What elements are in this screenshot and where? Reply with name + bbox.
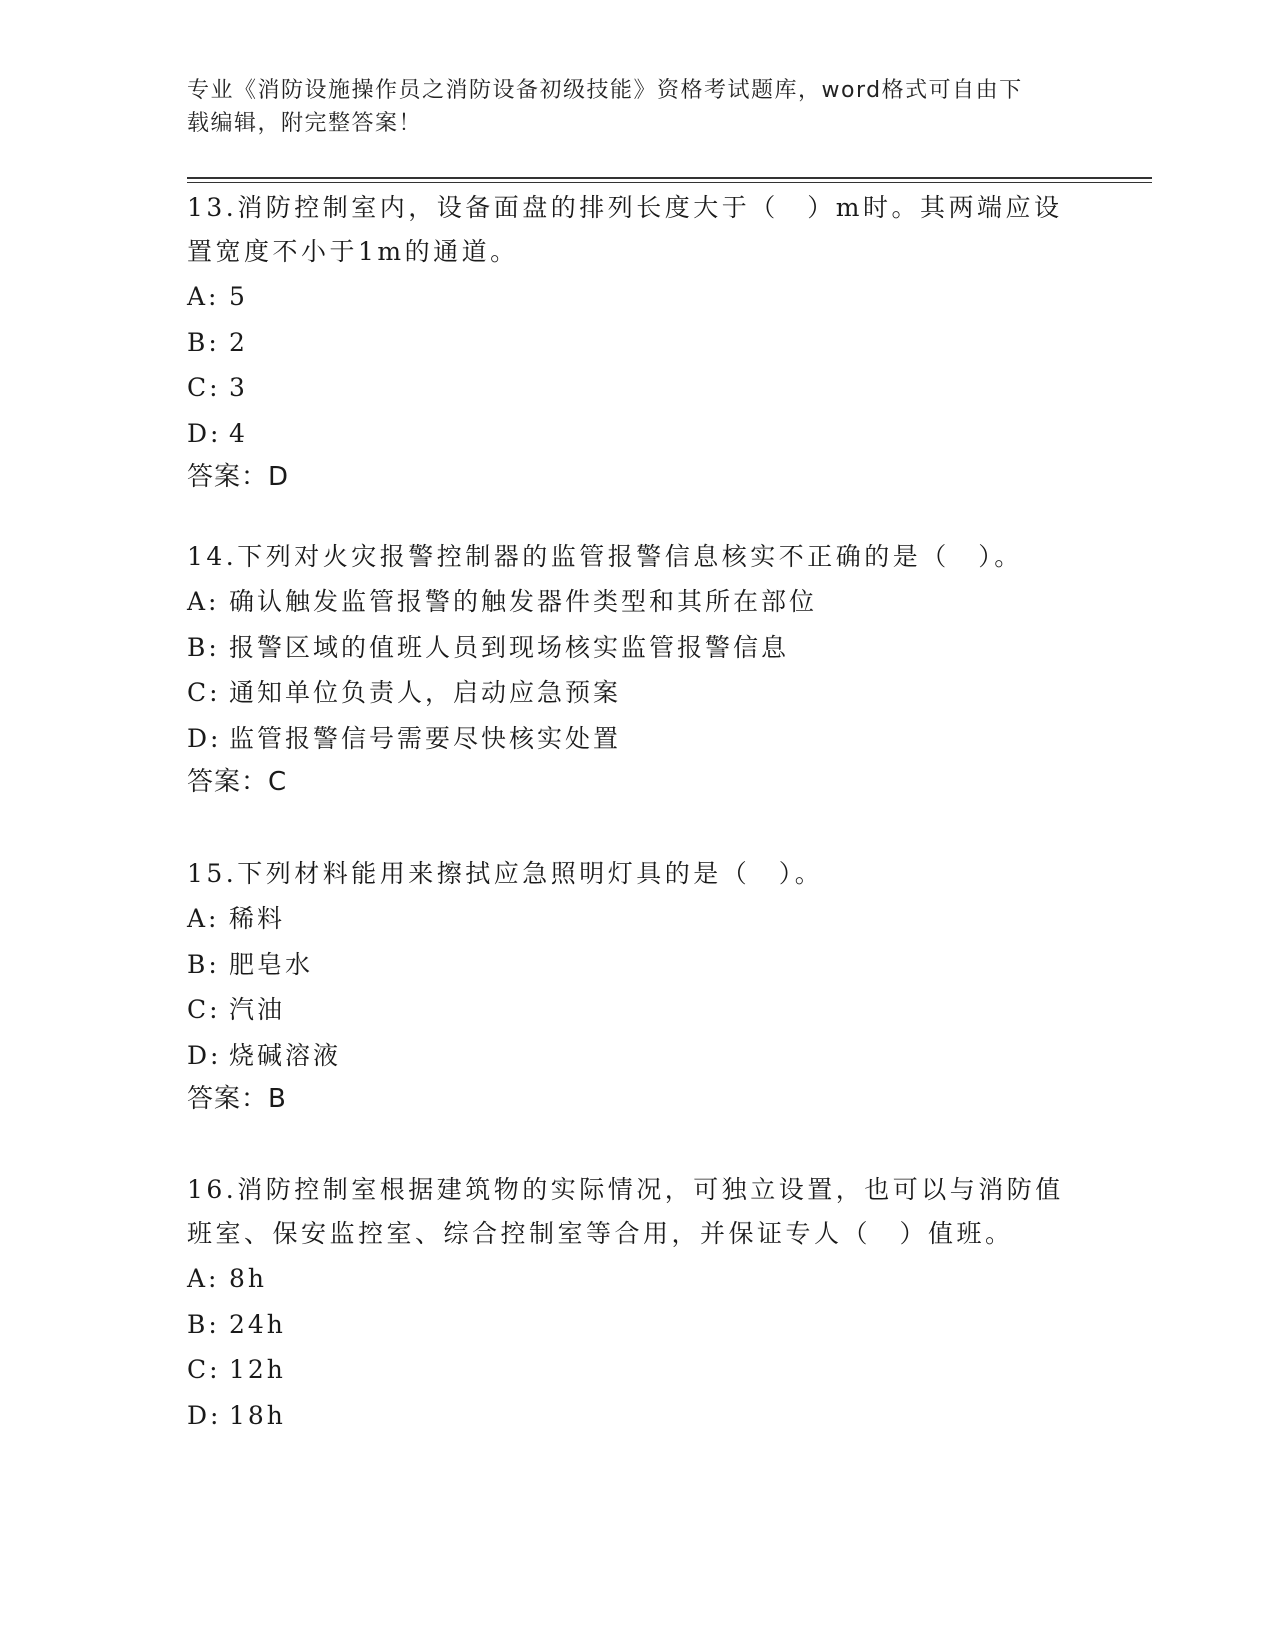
option-a: [187, 274, 1067, 320]
answer: 答案：D: [187, 462, 290, 492]
option-d: [187, 411, 1067, 457]
option-label: A:: [187, 282, 220, 311]
header-line-1: 专业《消防设施操作员之消防设备初级技能》资格考试题库，word格式可自由下: [187, 78, 1023, 103]
option-label: A:: [187, 587, 220, 616]
option-b: [187, 1302, 1067, 1348]
option-text: 24h: [229, 1309, 286, 1339]
option-text: 确认触发监管报警的触发器件类型和其所在部位: [229, 587, 818, 616]
option-text: 18h: [229, 1400, 286, 1430]
option-text: 通知单位负责人，启动应急预案: [229, 678, 622, 707]
option-b: [187, 320, 1067, 366]
option-d: [187, 716, 1067, 762]
option-c: [187, 670, 1067, 716]
option-text: 报警区域的值班人员到现场核实监管报警信息: [229, 632, 790, 662]
option-label: D:: [187, 1400, 222, 1430]
option-text: 烧碱溶液: [229, 1040, 342, 1070]
option-text: 5: [229, 282, 248, 311]
header-line-2: 载编辑，附完整答案！: [187, 111, 423, 136]
option-label: C:: [187, 678, 221, 707]
question-text-cont: 置宽度不小于1m的通道。: [187, 237, 519, 266]
question-text: 15.下列材料能用来擦拭应急照明灯具的是（ ）。: [187, 859, 824, 888]
option-text: 3: [229, 373, 248, 402]
option-label: A:: [187, 904, 220, 933]
answer: 答案：B: [187, 1084, 287, 1114]
option-text: 8h: [229, 1264, 268, 1293]
option-label: A:: [187, 1264, 220, 1293]
question-14: [187, 535, 1067, 803]
answer: 答案：C: [187, 767, 288, 797]
option-label: B:: [187, 327, 220, 357]
option-c: [187, 365, 1067, 411]
header-divider: [187, 177, 1152, 179]
question-text: 13.消防控制室内，设备面盘的排列长度大于（ ）m时。其两端应设: [187, 193, 1063, 222]
option-text: 监管报警信号需要尽快核实处置: [229, 723, 622, 753]
question-15: [187, 852, 1067, 1120]
header-divider-thin: [187, 182, 1152, 183]
option-d: [187, 1393, 1067, 1439]
option-text: 汽油: [229, 995, 286, 1024]
option-a: [187, 1256, 1067, 1302]
option-label: B:: [187, 632, 220, 662]
option-b: [187, 942, 1067, 988]
option-label: C:: [187, 1355, 221, 1384]
option-text: 稀料: [229, 904, 286, 933]
document-header: [187, 74, 1067, 140]
option-a: [187, 579, 1067, 625]
question-text: 16.消防控制室根据建筑物的实际情况，可独立设置，也可以与消防值: [187, 1175, 1064, 1204]
option-text: 肥皂水: [229, 949, 314, 979]
option-label: D:: [187, 723, 222, 753]
option-a: [187, 896, 1067, 942]
option-label: C:: [187, 995, 221, 1024]
option-text: 2: [229, 327, 248, 357]
option-label: C:: [187, 373, 221, 402]
question-13: [187, 186, 1067, 498]
question-text: 14.下列对火灾报警控制器的监管报警信息核实不正确的是（ ）。: [187, 542, 1023, 571]
option-label: B:: [187, 949, 220, 979]
option-b: [187, 625, 1067, 671]
option-d: [187, 1033, 1067, 1079]
option-text: 4: [229, 418, 248, 448]
option-c: [187, 987, 1067, 1033]
option-label: D:: [187, 418, 222, 448]
question-text-cont: 班室、保安监控室、综合控制室等合用，并保证专人（ ）值班。: [187, 1219, 1014, 1248]
option-label: D:: [187, 1040, 222, 1070]
option-label: B:: [187, 1309, 220, 1339]
question-16: [187, 1168, 1067, 1438]
option-c: [187, 1347, 1067, 1393]
option-text: 12h: [229, 1355, 286, 1384]
